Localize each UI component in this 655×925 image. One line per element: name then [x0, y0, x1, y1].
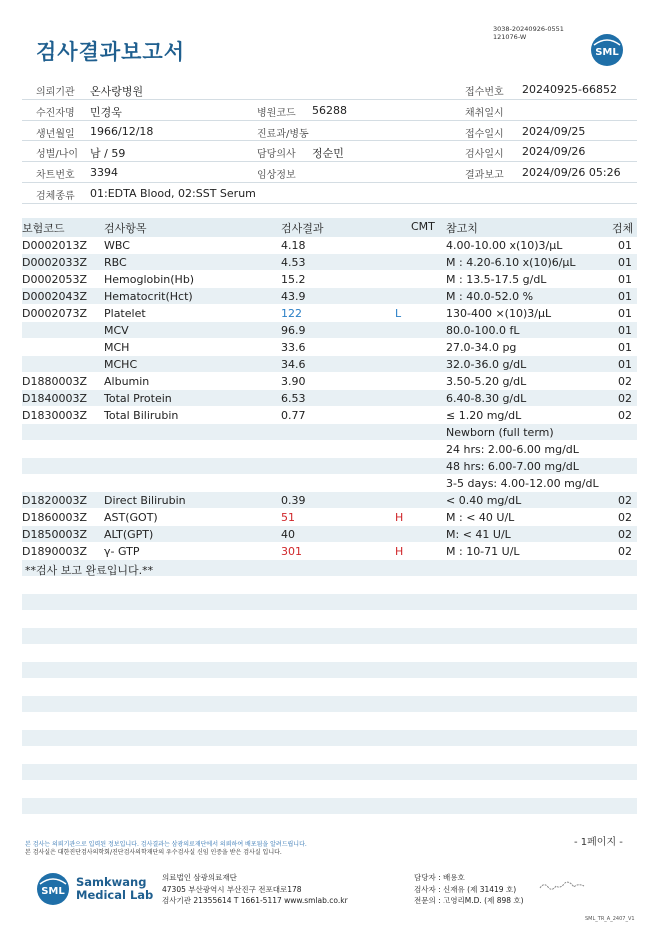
cell-spec: 02: [618, 545, 632, 558]
staff-3: 전문의 : 고영리M.D. (제 898 호): [414, 896, 524, 905]
staff-2: 검사자 : 신재유 (제 31419 호): [414, 884, 517, 894]
doc-code-1: 3038-20240926-0551: [493, 25, 564, 33]
cell-ref: ≤ 1.20 mg/dL: [446, 409, 522, 422]
specimen-types: 01:EDTA Blood, 02:SST Serum: [90, 186, 256, 200]
header-ref: 참고치: [446, 222, 478, 235]
cell-ref: 4.00-10.00 x(10)3/μL: [446, 239, 563, 252]
cell-name: Hemoglobin(Hb): [104, 273, 195, 286]
requesting-org-label: 의뢰기관: [36, 87, 75, 98]
cell-name: Total Protein: [104, 392, 172, 405]
sex-age: 남 / 59: [90, 147, 126, 161]
footer-address: [162, 872, 348, 907]
cell-spec: 01: [618, 307, 632, 320]
report-title: 검사결과보고서: [36, 40, 186, 64]
cell-spec: 02: [618, 375, 632, 388]
cell-name: Hematocrit(Hct): [104, 290, 193, 303]
collect-date-label: 채취일시: [465, 107, 504, 119]
footer-staff: [414, 872, 524, 907]
cell-code: D0002053Z: [22, 273, 87, 286]
birth-date: 1966/12/18: [90, 124, 154, 138]
test-date-label: 검사일시: [465, 149, 504, 161]
cell-ref: 27.0-34.0 pg: [446, 341, 517, 354]
table-row: [22, 509, 637, 526]
cell-name: Albumin: [104, 375, 150, 388]
report-date-label: 결과보고: [465, 170, 504, 182]
table-header: [22, 218, 637, 237]
cell-name: MCHC: [104, 358, 138, 371]
doc-code-2: 121076-W: [493, 33, 527, 41]
table-row: [22, 441, 637, 458]
cell-name: Platelet: [104, 307, 146, 320]
cell-result: 6.53: [281, 392, 306, 405]
cell-code: D0002043Z: [22, 290, 87, 303]
cell-result: 96.9: [281, 324, 306, 337]
header-result: 검사결과: [281, 222, 324, 235]
table-row: [22, 475, 637, 492]
cell-result: 0.77: [281, 409, 306, 422]
cell-result: 51: [281, 511, 295, 524]
cell-ref: 80.0-100.0 fL: [446, 324, 520, 337]
empty-row: [22, 713, 637, 730]
cell-code: D1860003Z: [22, 511, 87, 524]
cell-result: 4.53: [281, 256, 306, 269]
table-row: [22, 373, 637, 390]
requesting-org: 온사랑병원: [90, 85, 144, 98]
report-date: 2024/09/26 05:26: [522, 166, 621, 180]
hospital-code-label: 병원코드: [257, 107, 296, 119]
signature-icon: [538, 880, 588, 892]
table-row: [22, 271, 637, 288]
info-row: [22, 100, 637, 121]
info-row: [22, 121, 637, 142]
cell-name: MCV: [104, 324, 129, 337]
results-table: [22, 218, 637, 815]
table-row: [22, 305, 637, 322]
cell-spec: 02: [618, 409, 632, 422]
cell-spec: 01: [618, 358, 632, 371]
logo-name-1: Samkwang: [76, 875, 147, 889]
cell-name: ALT(GPT): [104, 528, 154, 541]
address: 47305 부산광역시 부산진구 전포대로178: [162, 884, 302, 894]
sml-logo-icon: [36, 872, 70, 906]
cell-result: 301: [281, 545, 302, 558]
empty-row: [22, 679, 637, 696]
table-row: [22, 407, 637, 424]
cell-code: D1850003Z: [22, 528, 87, 541]
specimen-label: 검체종류: [36, 190, 75, 202]
cell-ref: 130-400 ×(10)3/μL: [446, 307, 552, 320]
cell-ref: M: < 41 U/L: [446, 528, 511, 541]
header-spec: 검체: [612, 222, 634, 235]
table-row: [22, 390, 637, 407]
cell-cmt: L: [395, 307, 402, 320]
cell-spec: 02: [618, 392, 632, 405]
cell-name: RBC: [104, 256, 127, 269]
completion-row: [22, 560, 637, 577]
cell-name: WBC: [104, 239, 130, 252]
info-row: [22, 183, 637, 204]
cell-code: D0002013Z: [22, 239, 87, 252]
table-row: [22, 254, 637, 271]
cell-ref: 3-5 days: 4.00-12.00 mg/dL: [446, 477, 599, 490]
receipt-no: 20240925-66852: [522, 83, 617, 96]
cell-ref: 24 hrs: 2.00-6.00 mg/dL: [446, 443, 579, 456]
cell-result: 4.18: [281, 239, 306, 252]
cell-spec: 01: [618, 324, 632, 337]
footer-note-1: 본 검사는 의뢰기관으로 입력된 정보입니다. 검사결과는 삼광의료재단에서 의뢰하여 배포됨을 알려드립니다.: [25, 841, 307, 848]
sex-age-label: 성별/나이: [36, 149, 79, 161]
cell-spec: 01: [618, 273, 632, 286]
info-row: [22, 162, 637, 183]
test-date: 2024/09/26: [522, 145, 586, 159]
cell-ref: M : 13.5-17.5 g/dL: [446, 273, 547, 286]
table-row: [22, 492, 637, 509]
table-row: [22, 458, 637, 475]
cell-ref: 3.50-5.20 g/dL: [446, 375, 527, 388]
footer-logo-name: [76, 876, 153, 902]
dept-label: 진료과/병동: [257, 128, 309, 140]
cell-code: D0002033Z: [22, 256, 87, 269]
cell-ref: M : 40.0-52.0 %: [446, 290, 534, 303]
footer-logo: [36, 872, 153, 906]
empty-row: [22, 662, 637, 679]
cell-ref: < 0.40 mg/dL: [446, 494, 522, 507]
receipt-date-label: 접수일시: [465, 128, 504, 140]
staff-1: 담당자 : 배용호: [414, 873, 465, 882]
cell-name: Total Bilirubin: [104, 409, 179, 422]
birth-label: 생년월일: [36, 128, 75, 140]
doctor-label: 담당의사: [257, 149, 296, 161]
cell-ref: Newborn (full term): [446, 426, 554, 439]
table-row: [22, 526, 637, 543]
page-number: - 1페이지 -: [574, 837, 623, 848]
footer-notes: [25, 841, 307, 857]
sml-logo-icon: [590, 33, 624, 67]
cell-result: 122: [281, 307, 302, 320]
table-row: [22, 424, 637, 441]
cell-name: MCH: [104, 341, 130, 354]
empty-row: [22, 628, 637, 645]
cell-result: 40: [281, 528, 295, 541]
patient-info: [22, 79, 637, 204]
cell-spec: 01: [618, 239, 632, 252]
cell-spec: 02: [618, 511, 632, 524]
empty-row: [22, 764, 637, 781]
table-row: [22, 237, 637, 254]
table-row: [22, 322, 637, 339]
cell-ref: M : 4.20-6.10 x(10)6/μL: [446, 256, 576, 269]
empty-row: [22, 645, 637, 662]
header-cmt: CMT: [411, 220, 435, 233]
patient-label: 수진자명: [36, 107, 75, 119]
doctor: 정순민: [312, 147, 344, 161]
cell-ref: 48 hrs: 6.00-7.00 mg/dL: [446, 460, 579, 473]
cell-result: 34.6: [281, 358, 306, 371]
chart-no-label: 차트번호: [36, 170, 75, 182]
empty-row: [22, 798, 637, 815]
empty-row: [22, 577, 637, 594]
empty-row: [22, 611, 637, 628]
cell-ref: 6.40-8.30 g/dL: [446, 392, 527, 405]
header-code: 보험코드: [22, 222, 65, 235]
completion-note: **검사 보고 완료입니다.**: [25, 564, 154, 577]
table-row: [22, 339, 637, 356]
cell-code: D1820003Z: [22, 494, 87, 507]
header-name: 검사항목: [104, 222, 147, 235]
cell-ref: 32.0-36.0 g/dL: [446, 358, 527, 371]
cell-result: 43.9: [281, 290, 306, 303]
empty-row: [22, 594, 637, 611]
document-codes: [493, 25, 564, 41]
hospital-code: 56288: [312, 103, 347, 117]
cell-name: γ- GTP: [104, 545, 140, 558]
cell-spec: 02: [618, 528, 632, 541]
info-row: [22, 79, 637, 100]
contact: 검사기관 21355614 T 1661-5117 www.smlab.co.kr: [162, 896, 348, 905]
info-row: [22, 141, 637, 162]
empty-row: [22, 696, 637, 713]
cell-ref: M : < 40 U/L: [446, 511, 515, 524]
cell-ref: M : 10-71 U/L: [446, 545, 520, 558]
table-body: [22, 237, 637, 815]
cell-code: D1830003Z: [22, 409, 87, 422]
empty-row: [22, 781, 637, 798]
cell-code: D0002073Z: [22, 307, 87, 320]
table-row: [22, 543, 637, 560]
cell-result: 15.2: [281, 273, 306, 286]
chart-no: 3394: [90, 166, 118, 180]
cell-name: AST(GOT): [104, 511, 158, 524]
org-name: 의료법인 삼광의료재단: [162, 873, 237, 882]
logo-text: SML: [595, 47, 619, 58]
patient-name: 민경욱: [90, 105, 122, 119]
cell-spec: 01: [618, 290, 632, 303]
logo-name-2: Medical Lab: [76, 888, 154, 902]
empty-row: [22, 730, 637, 747]
cell-spec: 01: [618, 341, 632, 354]
cell-spec: 01: [618, 256, 632, 269]
cell-result: 0.39: [281, 494, 306, 507]
clinical-label: 임상정보: [257, 170, 296, 182]
cell-code: D1880003Z: [22, 375, 87, 388]
cell-result: 3.90: [281, 375, 306, 388]
cell-cmt: H: [395, 545, 404, 558]
receipt-no-label: 접수번호: [465, 87, 504, 98]
table-row: [22, 288, 637, 305]
cell-code: D1840003Z: [22, 392, 87, 405]
cell-name: Direct Bilirubin: [104, 494, 186, 507]
footer-note-2: 본 검사실은 대한진단검사의학회/진단검사의학재단의 우수검사실 신임 인증을 받은 검사실 입니다.: [25, 849, 282, 856]
table-row: [22, 356, 637, 373]
empty-row: [22, 747, 637, 764]
cell-cmt: H: [395, 511, 404, 524]
cell-spec: 02: [618, 494, 632, 507]
logo-text: SML: [41, 886, 65, 897]
receipt-date: 2024/09/25: [522, 124, 586, 138]
cell-result: 33.6: [281, 341, 306, 354]
form-code: SML_TR_A_2407_V1: [585, 916, 635, 922]
cell-code: D1890003Z: [22, 545, 87, 558]
